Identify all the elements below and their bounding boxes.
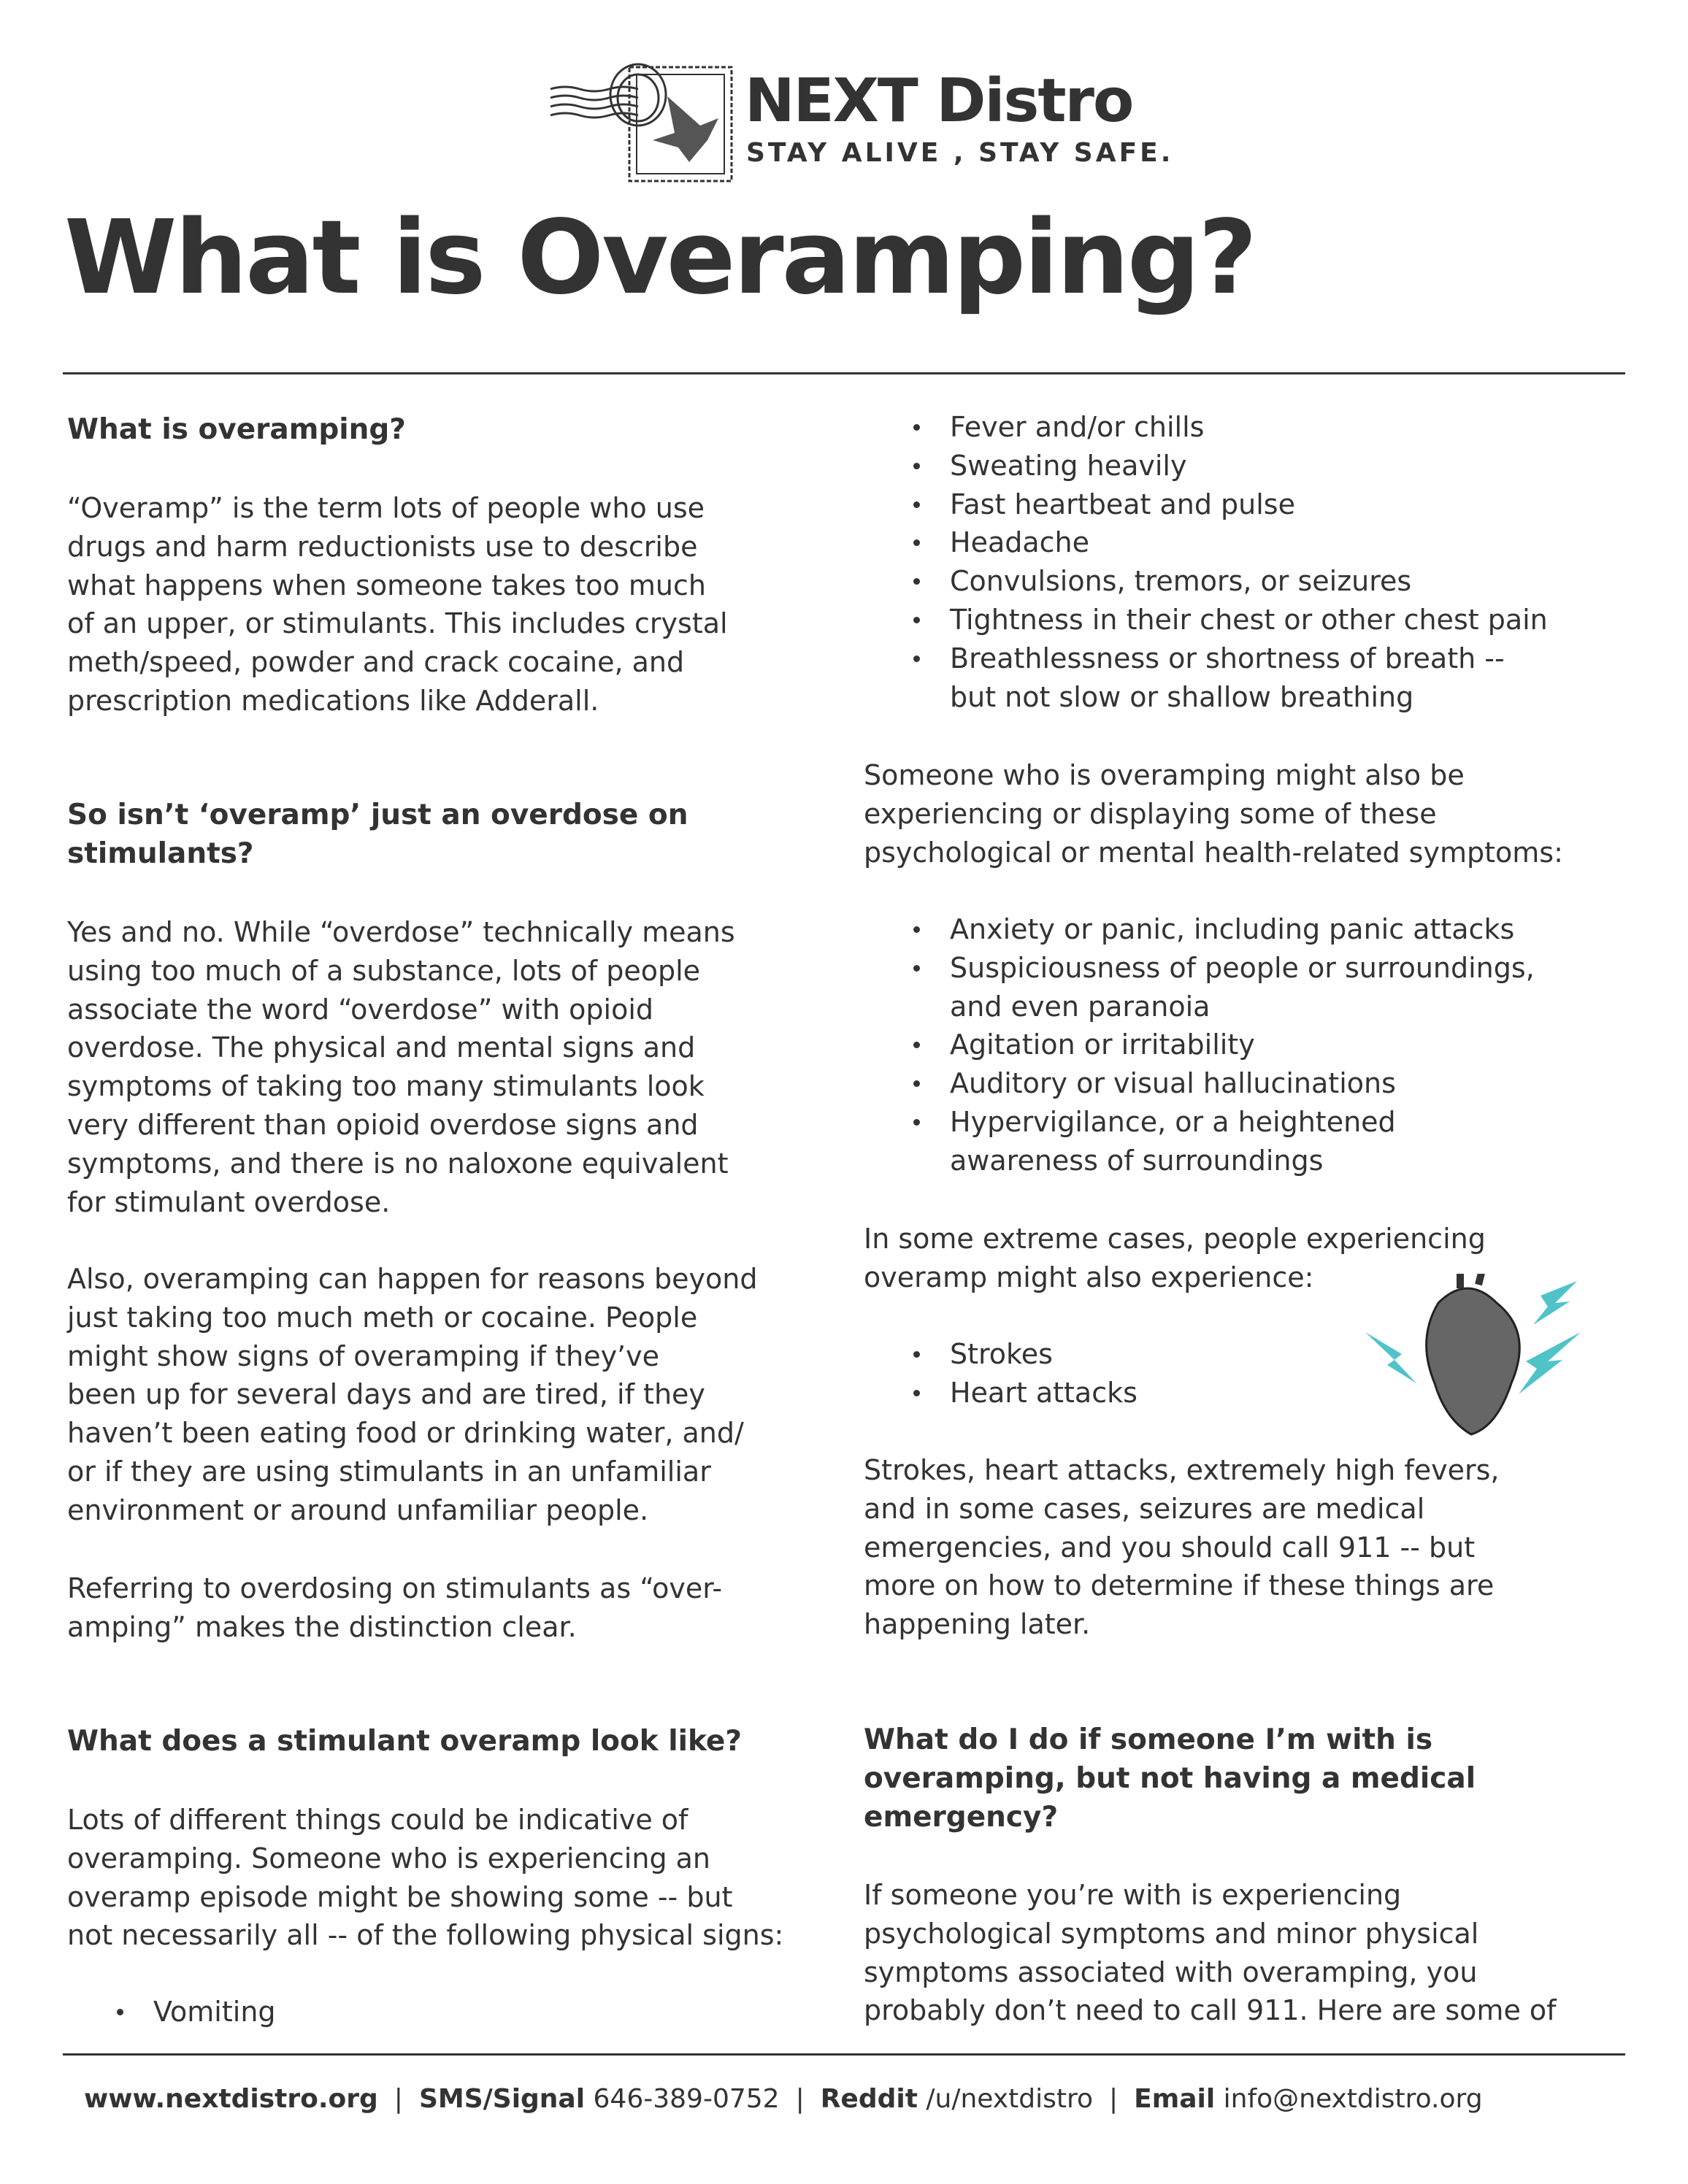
list-physical-signs-left xyxy=(67,1993,276,2031)
list-item-text: Anxiety or panic, including panic attacks xyxy=(950,913,1515,945)
footer-contacts xyxy=(84,2080,1483,2118)
list-item xyxy=(864,1335,1138,1374)
heading-overdose-question: So isn’t ‘overamp’ just an overdose on stimulants? xyxy=(67,799,688,870)
list-psych-symptoms xyxy=(864,910,1535,1180)
heading-what-does-it-look-like: What does a stimulant overamp look like? xyxy=(67,1725,742,1758)
email-label: Email xyxy=(1134,2084,1216,2114)
footer-divider xyxy=(63,2053,1625,2056)
list-item-text: Auditory or visual hallucinations xyxy=(950,1067,1396,1100)
brand-name: NEXT Distro xyxy=(745,66,1133,136)
list-item-text: Suspiciousness of people or surroundings, and even paranoia xyxy=(950,951,1535,1023)
list-item-text: Heart attacks xyxy=(950,1376,1138,1409)
list-item-text: Hypervigilance, or a heightened awareness of surroundings xyxy=(950,1105,1396,1177)
list-item-text: Convulsions, tremors, or seizures xyxy=(950,565,1412,598)
list-item-text: Agitation or irritability xyxy=(950,1028,1255,1061)
sms-label: SMS/Signal xyxy=(418,2084,586,2114)
paragraph-distinction: Referring to overdosing on stimulants as “over- amping” makes the distinction clear. xyxy=(67,1572,723,1643)
reddit-link[interactable]: /u/nextdistro xyxy=(926,2084,1093,2114)
list-item-text: Headache xyxy=(950,526,1090,559)
list-item xyxy=(864,1103,1535,1180)
list-item xyxy=(864,1064,1535,1103)
paragraph-yes-and-no: Yes and no. While “overdose” technically means using too much of a substance, lots of people associate the word “overdose” with opioid overdose. The physical and mental signs and symptoms of taking too many stimulants look very different than opioid overdose signs and symptoms, and there is no naloxone equivalent for stimulant overdose. xyxy=(67,916,735,1218)
list-item xyxy=(864,601,1548,639)
separator: | xyxy=(1108,2084,1119,2114)
reddit-label: Reddit xyxy=(820,2084,918,2114)
bullet-icon xyxy=(913,617,920,623)
brand-tagline: STAY ALIVE , STAY SAFE. xyxy=(746,138,1174,168)
bullet-icon xyxy=(913,1119,920,1126)
bullet-icon xyxy=(913,578,920,585)
header-divider xyxy=(63,372,1625,374)
list-item xyxy=(864,639,1548,717)
list-item xyxy=(864,523,1548,562)
bullet-icon xyxy=(913,1351,920,1358)
paragraph-extreme-cases: In some extreme cases, people experiencing overamp might also experience: xyxy=(864,1223,1486,1293)
separator: | xyxy=(795,2084,805,2114)
list-item-text: Breathlessness or shortness of breath -- but not slow or shallow breathing xyxy=(950,642,1505,713)
list-item xyxy=(864,910,1535,949)
list-item xyxy=(864,562,1548,601)
list-item-text: Strokes xyxy=(950,1338,1053,1370)
heading-what-is-overamping: What is overamping? xyxy=(67,413,406,446)
list-item-text: Vomiting xyxy=(153,1996,276,2028)
paragraph-psych-intro: Someone who is overamping might also be experiencing or displaying some of these psychological or mental health-related symptoms: xyxy=(864,759,1563,869)
paragraph-physical-signs-intro: Lots of different things could be indicative of overamping. Someone who is experiencing an overamp episode might be showing some -- but not necessarily all -- of the following physical signs: xyxy=(67,1804,784,1952)
bullet-icon xyxy=(913,501,920,508)
paragraph-no-911: If someone you’re with is experiencing psychological symptoms and minor physical symptoms associated with overamping, you probably don’t need to call 911. Here are some of xyxy=(864,1879,1557,2027)
paragraph-reasons: Also, overamping can happen for reasons beyond just taking too much meth or cocaine. People might show signs of overamping if they’ve been up for several days and are tired, if they haven’t been eating food or drinking water, and/ or if they are using stimulants in an unfamiliar environment or around unfamiliar people. xyxy=(67,1263,758,1526)
list-physical-signs-right xyxy=(864,408,1548,716)
list-item-text: Fast heartbeat and pulse xyxy=(950,488,1295,520)
paragraph-definition: “Overamp” is the term lots of people who use drugs and harm reductionists use to describe what happens when someone takes too much of an upper, or stimulants. This includes crystal meth/speed, powder and crack cocaine, and prescription medications like Adderall. xyxy=(67,492,728,717)
paragraph-medical-emergencies: Strokes, heart attacks, extremely high fevers, and in some cases, seizures are medical emergencies, and you should call 911 -- but more on how to determine if these things are happening later. xyxy=(864,1454,1500,1641)
page-title: What is Overamping? xyxy=(64,199,1256,318)
bullet-icon xyxy=(913,965,920,972)
website-link[interactable]: www.nextdistro.org xyxy=(84,2084,378,2114)
sms-number[interactable]: 646-389-0752 xyxy=(593,2084,780,2114)
list-item-text: Tightness in their chest or other chest pain xyxy=(950,603,1548,636)
list-item xyxy=(864,1026,1535,1064)
email-link[interactable]: info@nextdistro.org xyxy=(1223,2084,1483,2114)
list-extreme-cases xyxy=(864,1335,1138,1412)
separator: | xyxy=(394,2084,403,2114)
list-item xyxy=(67,1993,276,2031)
list-item xyxy=(864,949,1535,1026)
heading-what-do-i-do: What do I do if someone I’m with is overamping, but not having a medical emergency? xyxy=(864,1723,1476,1834)
heart-lightning-illustration xyxy=(1358,1274,1588,1438)
bullet-icon xyxy=(913,655,920,662)
bullet-icon xyxy=(913,463,920,469)
list-item-text: Sweating heavily xyxy=(950,449,1187,482)
bullet-icon xyxy=(913,1390,920,1396)
list-item-text: Fever and/or chills xyxy=(950,411,1205,443)
list-item xyxy=(864,408,1548,447)
bullet-icon xyxy=(913,1080,920,1087)
list-item xyxy=(864,447,1548,485)
bullet-icon xyxy=(913,424,920,431)
list-item xyxy=(864,485,1548,524)
bullet-icon xyxy=(117,2009,123,2015)
list-item xyxy=(864,1374,1138,1412)
bullet-icon xyxy=(913,926,920,933)
bullet-icon xyxy=(913,1042,920,1048)
bullet-icon xyxy=(913,539,920,546)
